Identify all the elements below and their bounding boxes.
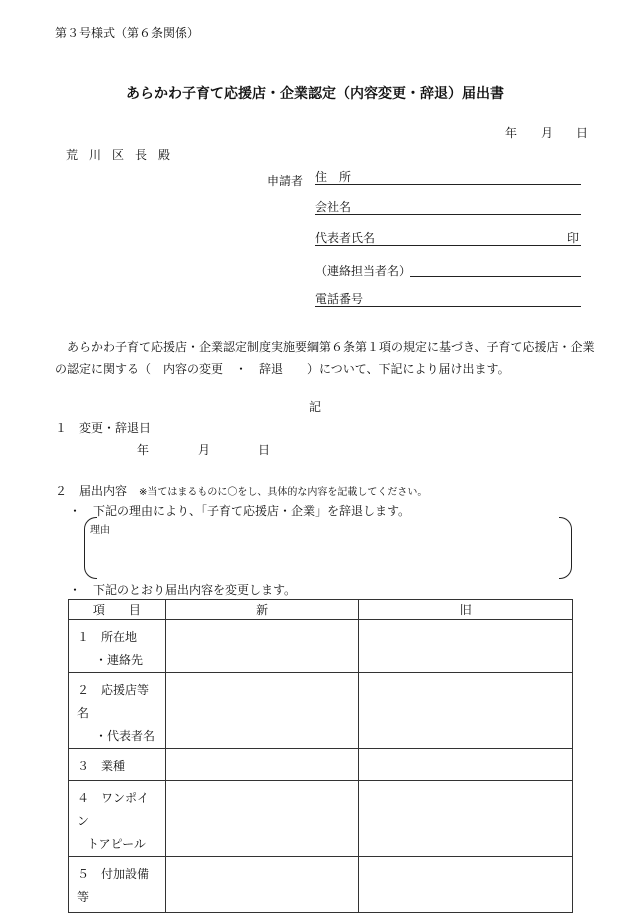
row-item-label: [69, 620, 166, 673]
representative-label: 代表者氏名: [315, 231, 376, 245]
section-1-heading: [55, 419, 151, 436]
section-2-note: ※当てはまるものに〇をし、具体的な内容を記載してください。: [139, 487, 428, 498]
date-day-label: 日: [576, 126, 589, 140]
section-1-year: 年: [137, 443, 150, 457]
declaration-text: [55, 336, 595, 380]
section-1-day: 日: [258, 443, 271, 457]
table-row: [69, 781, 573, 857]
old-value-cell[interactable]: [359, 673, 573, 749]
old-value-cell[interactable]: [359, 857, 573, 913]
reason-bracket-right: [559, 517, 572, 579]
change-option[interactable]: ・ 下記のとおり届出内容を変更します。: [69, 583, 297, 597]
date-year-label: 年: [505, 126, 518, 140]
table-row: [69, 857, 573, 913]
item-line: １ 所在地: [77, 630, 138, 644]
header-old: 旧: [359, 600, 573, 620]
reason-box[interactable]: [84, 517, 572, 577]
table-row: [69, 749, 573, 781]
change-table: [68, 599, 573, 913]
new-value-cell[interactable]: [165, 749, 359, 781]
item-line: ４ ワンポイン: [77, 791, 150, 828]
new-value-cell[interactable]: [165, 673, 359, 749]
row-item-label: [69, 749, 166, 781]
section-2-title: 届出内容: [79, 484, 128, 498]
ki-heading: 記: [308, 400, 321, 414]
declaration-line-2: の認定に関する（ 内容の変更 ・ 辞退 ）について、下記により届け出ます。: [55, 362, 510, 376]
representative-field[interactable]: [315, 229, 581, 246]
item-line: ５ 付加設備等: [77, 867, 150, 904]
old-value-cell[interactable]: [359, 620, 573, 673]
date-month-label: 月: [541, 126, 554, 140]
header-new: 新: [165, 600, 359, 620]
item-line: ３ 業種: [77, 759, 126, 773]
new-value-cell[interactable]: [165, 620, 359, 673]
table-row: [69, 673, 573, 749]
section-1-title: 変更・辞退日: [79, 421, 152, 435]
address-label: 住 所: [315, 170, 352, 184]
table-row: [69, 620, 573, 673]
item-subline: ・代表者名: [95, 729, 156, 743]
item-line: ２ 応援店等名: [77, 683, 150, 720]
company-field[interactable]: [315, 198, 581, 215]
company-label: 会社名: [315, 200, 352, 214]
form-number: 第３号様式（第６条関係）: [55, 26, 200, 40]
address-field[interactable]: [315, 168, 581, 185]
section-2-number: ２: [55, 484, 68, 498]
item-subline: トアピール: [87, 837, 146, 851]
item-subline: ・連絡先: [95, 653, 144, 667]
row-item-label: [69, 673, 166, 749]
old-value-cell[interactable]: [359, 781, 573, 857]
contact-person-label: （連絡担当者名）: [315, 264, 412, 278]
header-item: 項 目: [69, 600, 166, 620]
old-value-cell[interactable]: [359, 749, 573, 781]
new-value-cell[interactable]: [165, 781, 359, 857]
seal-mark: 印: [566, 231, 579, 245]
section-1-number: １: [55, 421, 68, 435]
addressee: 荒川区長殿: [66, 148, 182, 162]
section-2-heading: [55, 482, 427, 499]
reason-label: 理由: [90, 525, 110, 536]
table-header-row: [69, 600, 573, 620]
phone-label: 電話番号: [315, 292, 364, 306]
section-1-month: 月: [198, 443, 211, 457]
phone-field[interactable]: [315, 290, 581, 307]
form-title: あらかわ子育て応援店・企業認定（内容変更・辞退）届出書: [126, 86, 504, 102]
withdraw-option[interactable]: ・ 下記の理由により、「子育て応援店・企業」を辞退します。: [69, 504, 411, 518]
new-value-cell[interactable]: [165, 857, 359, 913]
row-item-label: [69, 857, 166, 913]
applicant-label: 申請者: [267, 174, 304, 188]
contact-person-field[interactable]: [410, 261, 581, 277]
row-item-label: [69, 781, 166, 857]
declaration-line-1: あらかわ子育て応援店・企業認定制度実施要綱第６条第１項の規定に基づき、子育て応援店・企業: [67, 340, 595, 354]
